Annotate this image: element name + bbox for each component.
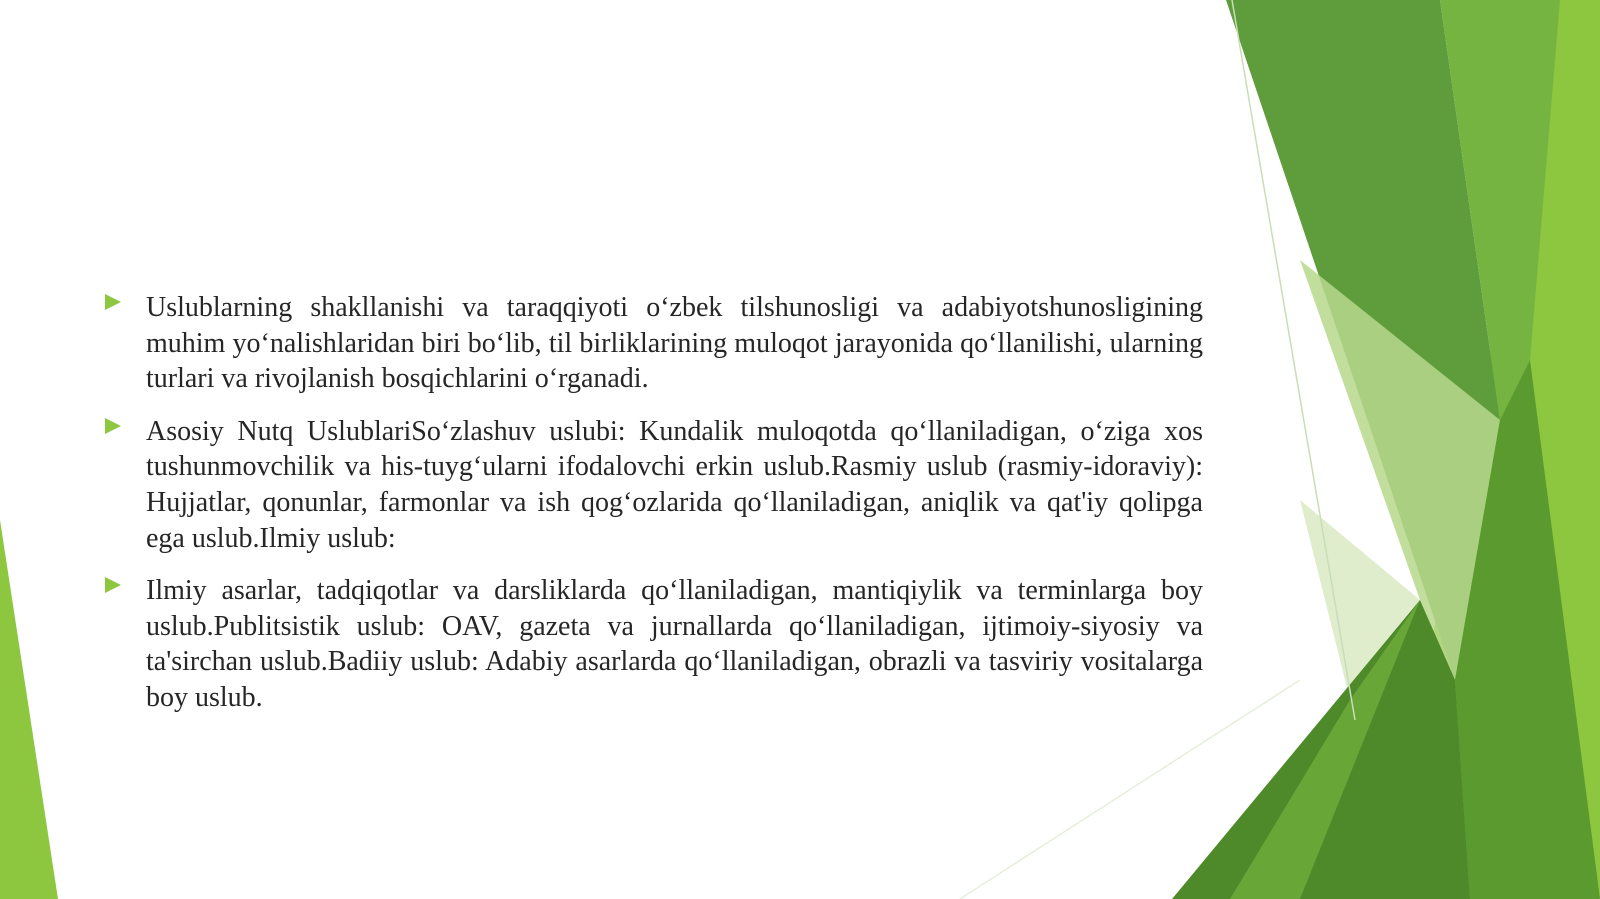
bullet-text: Asosiy Nutq UslublariSo‘zlashuv uslubi: Kundalik muloqotda qo‘llaniladigan, o‘ziga xos tushunmovchilik va his-tuyg‘ularni ifodalovchi erkin uslub.Rasmiy uslub (rasmiy-idoraviy): Hujjatlar, qonunlar, farmonlar va ish qog‘ozlarida qo‘llaniladigan, aniqlik va qat'iy qolipga ega uslub.Ilmiy uslub: <box>146 415 1203 554</box>
left-green-sliver <box>0 520 58 899</box>
triangle-right-icon <box>104 293 122 311</box>
bullet-item-3 <box>104 573 1203 715</box>
triangle-right-icon <box>104 576 122 594</box>
bullet-item-1 <box>104 290 1203 397</box>
bullet-text: Uslublarning shakllanishi va taraqqiyoti o‘zbek tilshunosligi va adabiyotshunosligining muhim yo‘nalishlaridan biri bo‘lib, til birliklarining muloqot jarayonida qo‘llanilishi, ularning turlari va rivojlanish bosqichlarini o‘rganadi. <box>146 292 1203 395</box>
bullet-list <box>104 290 1203 733</box>
bullet-item-2 <box>104 414 1203 556</box>
bullet-text: Ilmiy asarlar, tadqiqotlar va darsliklarda qo‘llaniladigan, mantiqiylik va terminlarga boy uslub.Publitsistik uslub: OAV, gazeta va jurnallarda qo‘llaniladigan, ijtimoiy-siyosiy va ta'sirchan uslub.Badiiy uslub: Adabiy asarlarda qo‘llaniladigan, obrazli va tasviriy vositalarga boy uslub. <box>146 575 1203 713</box>
triangle-right-icon <box>104 417 122 435</box>
